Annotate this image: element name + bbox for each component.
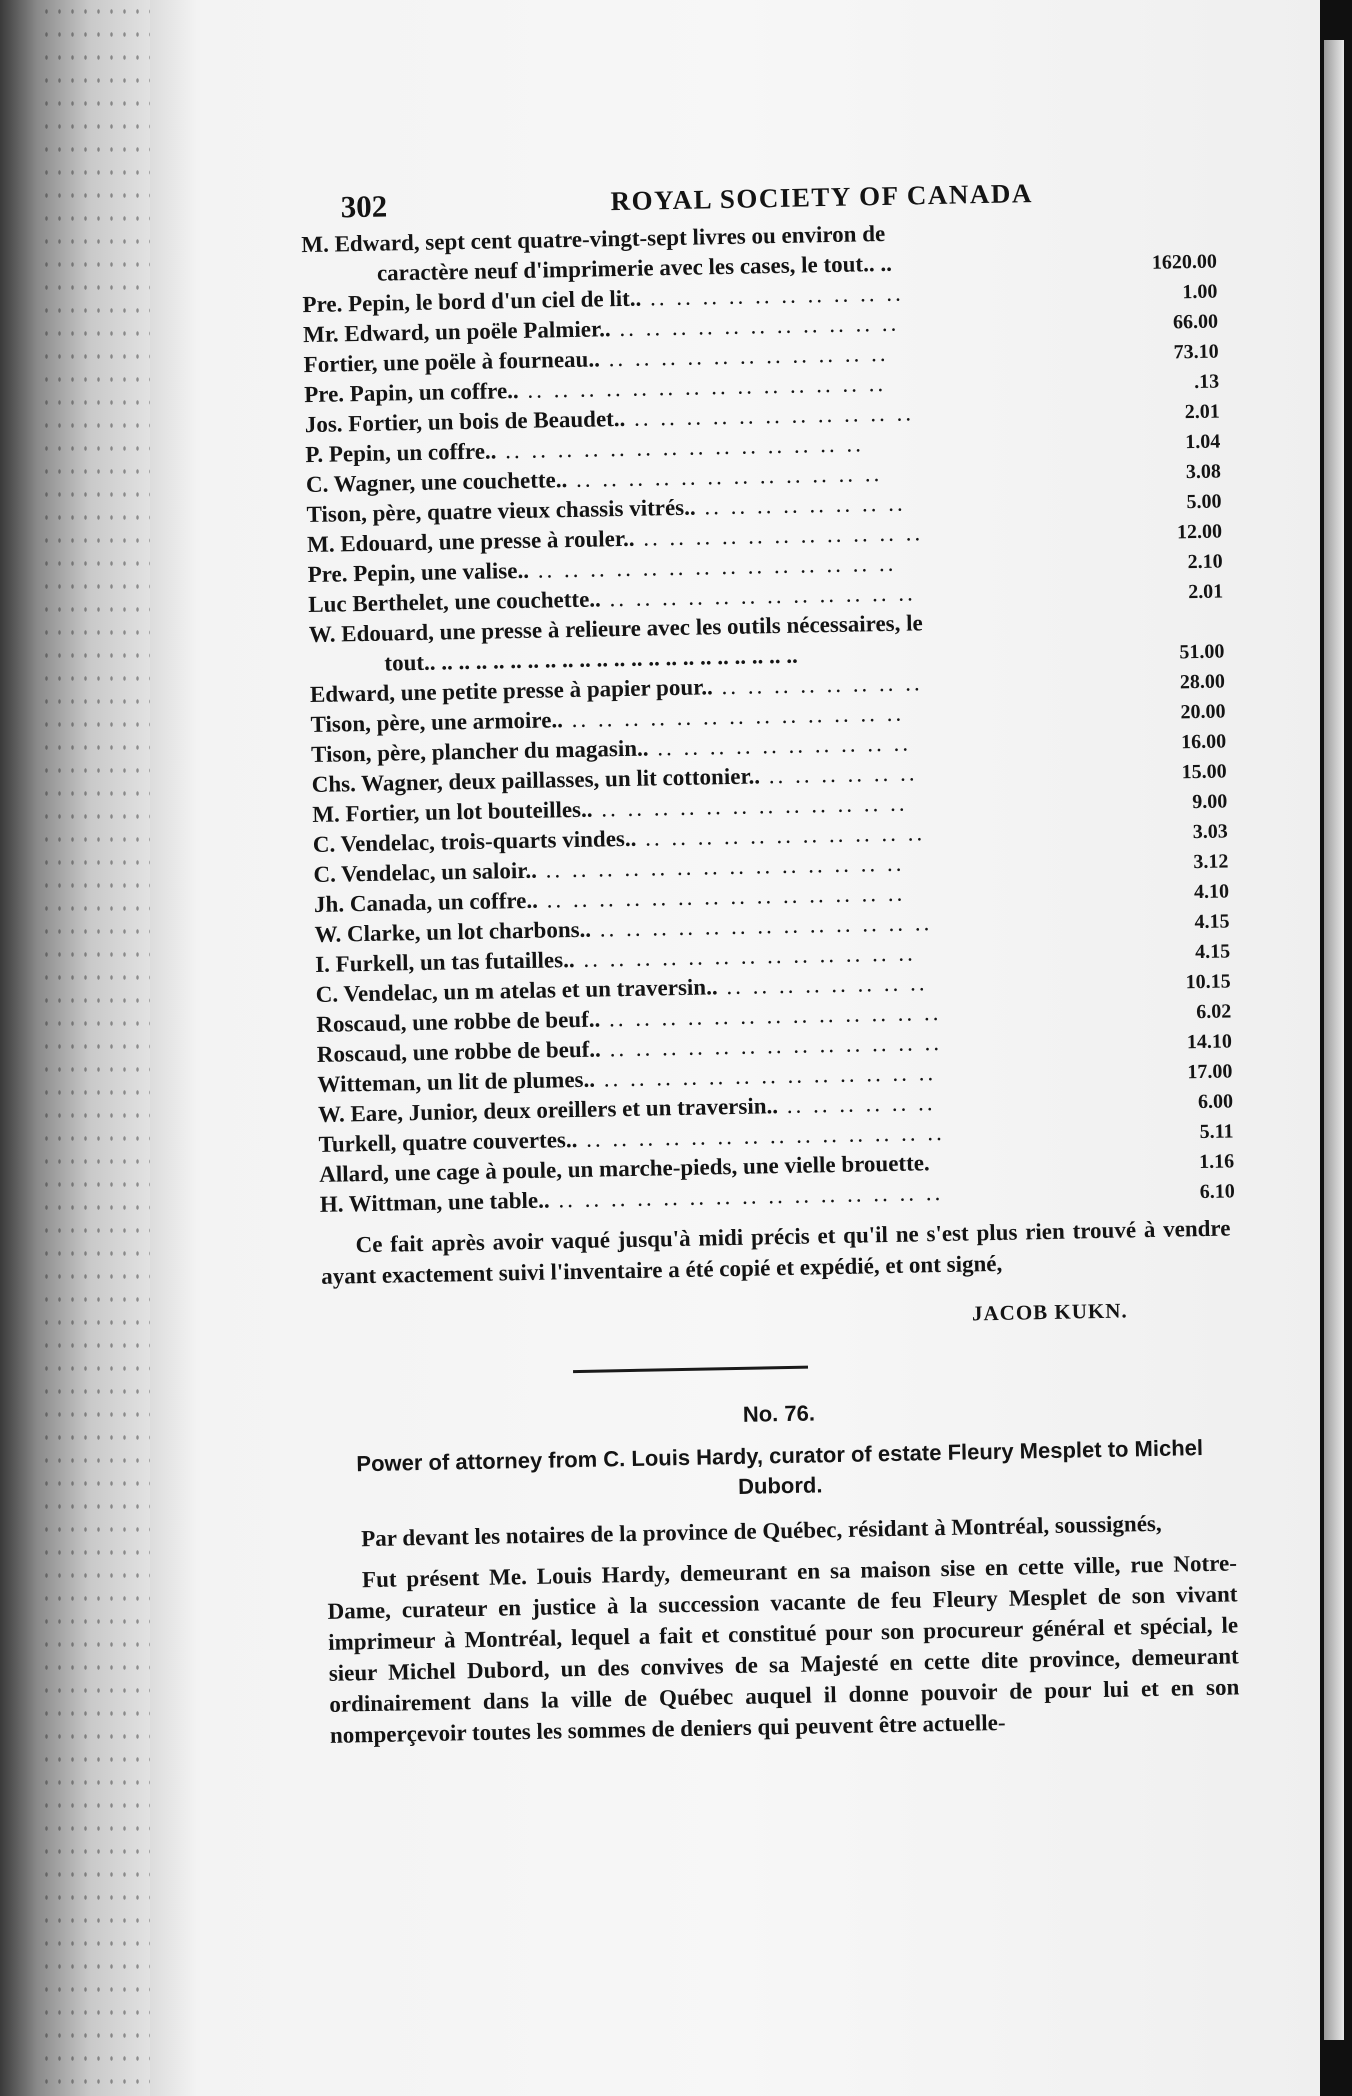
page-number: 302 bbox=[340, 188, 388, 225]
dot-leader: .. .. .. .. .. .. .. .. .. .. .. .. .. bbox=[600, 1029, 943, 1062]
inventory-item-label: C. Vendelac, un saloir.. bbox=[313, 857, 538, 887]
closing-paragraph: Ce fait après avoir vaqué jusqu'à midi précis et qu'il ne s'est plus rien trouvé à vendre ayant exactement suivi l'inventaire a été copié et expédié, et ont signé, bbox=[320, 1215, 1231, 1289]
section-divider bbox=[573, 1366, 808, 1374]
dot-leader: .. .. .. .. .. .. .. .. .. .. .. .. .. bbox=[574, 940, 916, 972]
dot-leader: .. .. .. .. .. .. .. .. .. .. .. .. bbox=[600, 580, 916, 612]
inventory-amount: 51.00 bbox=[1179, 640, 1225, 664]
body-paragraph-1: Par devant les notaires de la province de Québec, résidant à Montréal, soussignés, bbox=[360, 1510, 1162, 1552]
inventory-amount: 1620.00 bbox=[1151, 250, 1218, 274]
inventory-item-label: Jos. Fortier, un bois de Beaudet.. bbox=[304, 405, 626, 438]
inventory-item-continuation: caractère neuf d'imprimerie avec les cases, le tout.. .. bbox=[376, 250, 893, 286]
inventory-item-label: Pre. Pepin, une valise.. bbox=[307, 557, 530, 588]
inventory-item-label: Mr. Edward, un poële Palmier.. bbox=[302, 316, 611, 348]
body-paragraph-2: Fut présent Me. Louis Hardy, demeurant en sa maison sise en cette ville, rue Notre-Dame, curateur en justice à la succession vacante de feu Fleury Mesplet de son vivant imprimeur à Montréal, lequel a fait et constitué pour son procureur général et spécial, le sieur Michel Dubord, un des convives de sa Majesté en cette dite province, demeurant ordinairement dans la ville de Québec auquel il donne pouvoir de pour lui et en son nomperçevoir toutes les sommes de deniers qui peuvent être actuelle- bbox=[327, 1550, 1240, 1748]
dot-leader: .. .. .. .. .. .. .. .. .. .. .. .. .. bbox=[562, 700, 905, 733]
inventory-list bbox=[151, 212, 1240, 1222]
inventory-item-label: Allard, une cage à poule, un marche-pieds, une vielle brouette. bbox=[318, 1150, 930, 1187]
inventory-amount: 6.00 bbox=[1197, 1090, 1234, 1114]
inventory-item-label: M. Fortier, un lot bouteilles.. bbox=[312, 796, 593, 827]
inventory-item-label: Turkell, quatre couvertes.. bbox=[318, 1126, 578, 1157]
inventory-amount: 4.15 bbox=[1194, 940, 1231, 964]
inventory-amount: 1.04 bbox=[1185, 430, 1221, 454]
inventory-amount: 2.10 bbox=[1187, 550, 1223, 574]
inventory-item-label: Roscaud, une robbe de beuf.. bbox=[316, 1036, 602, 1067]
inventory-item-label: P. Pepin, un coffre.. bbox=[305, 438, 497, 468]
inventory-amount: 66.00 bbox=[1172, 310, 1219, 334]
inventory-amount: 14.10 bbox=[1186, 1030, 1233, 1054]
dot-leader: .. .. .. .. .. .. .. .. .. .. .. bbox=[636, 820, 926, 851]
inventory-item-label: Fortier, une poële à fourneau.. bbox=[303, 346, 601, 378]
inventory-amount: 4.15 bbox=[1194, 910, 1230, 934]
dot-leader: .. .. .. .. .. .. .. .. .. .. .. bbox=[625, 400, 915, 431]
inventory-amount: 1.00 bbox=[1182, 280, 1218, 304]
dot-leader: .. .. .. .. .. .. .. .. .. .. .. .. .. bbox=[590, 910, 933, 942]
inventory-item-label: W. Edouard, une presse à relieure avec les outils nécessaires, le bbox=[308, 610, 923, 648]
document-number: No. 76. bbox=[742, 1400, 816, 1427]
spine-texture bbox=[40, 0, 150, 2096]
inventory-item-label: M. Edouard, une presse à rouler.. bbox=[306, 525, 635, 558]
inventory-amount: 12.00 bbox=[1176, 520, 1223, 544]
dot-leader: .. .. .. .. .. .. .. .. .. .. .. .. bbox=[566, 461, 883, 493]
dot-leader: .. .. .. .. .. .. .. .. .. .. .. .. bbox=[592, 790, 908, 822]
inventory-item-label: W. Clarke, un lot charbons.. bbox=[314, 916, 592, 947]
right-page-edge bbox=[1320, 0, 1352, 2096]
dot-leader: .. .. .. .. .. .. .. .. .. .. .. .. .. .. bbox=[536, 850, 905, 883]
inventory-item-label: I. Furkell, un tas futailles.. bbox=[314, 946, 575, 977]
dot-leader: .. .. .. .. .. .. .. .. .. .. .. .. .. .. .. bbox=[549, 1179, 944, 1213]
inventory-amount: 5.11 bbox=[1199, 1120, 1234, 1144]
inventory-item-label: M. Edward, sept cent quatre-vingt-sept livres ou environ de bbox=[301, 220, 886, 258]
dot-leader: .. .. .. .. .. .. .. .. .. .. .. .. .. bbox=[599, 999, 942, 1032]
page-content bbox=[150, 154, 1250, 1753]
inventory-amount: 15.00 bbox=[1181, 760, 1227, 784]
dot-leader: .. .. .. .. .. .. bbox=[777, 1090, 936, 1119]
inventory-item-label: Chs. Wagner, deux paillasses, un lit cottonier.. bbox=[311, 763, 761, 798]
inventory-item-label: Edward, une petite presse à papier pour.. bbox=[309, 674, 713, 708]
dot-leader: .. .. .. .. .. .. .. .. .. .. .. .. .. .. bbox=[528, 550, 897, 583]
signature: JACOB KUKN. bbox=[971, 1298, 1128, 1326]
dot-leader: .. .. .. .. .. .. .. .. bbox=[695, 490, 906, 520]
dot-leader: .. .. .. .. .. .. .. .. .. .. bbox=[648, 730, 912, 761]
document-title: Power of attorney from C. Louis Hardy, curator of estate Fleury Mesplet to Michel Dubord. bbox=[356, 1435, 1204, 1499]
inventory-amount: 6.02 bbox=[1196, 1000, 1232, 1024]
inventory-item-label: Pre. Papin, un coffre.. bbox=[304, 377, 519, 408]
inventory-item-label: C. Vendelac, trois-quarts vindes.. bbox=[312, 825, 637, 857]
inventory-amount: 2.01 bbox=[1187, 580, 1224, 604]
inventory-amount: 9.00 bbox=[1192, 790, 1228, 814]
dot-leader: .. .. .. .. .. .. .. .. .. .. .. .. .. .. bbox=[577, 1119, 946, 1152]
inventory-item-label: Roscaud, une robbe de beuf.. bbox=[316, 1006, 601, 1037]
inventory-amount: .13 bbox=[1193, 370, 1220, 393]
inventory-item-label: Tison, père, quatre vieux chassis vitrés.. bbox=[306, 494, 696, 528]
inventory-item-label: W. Eare, Junior, deux oreillers et un traversin.. bbox=[317, 1093, 779, 1127]
inventory-item-label: Jh. Canada, un coffre.. bbox=[313, 887, 539, 917]
inventory-item-label: Tison, père, une armoire.. bbox=[310, 707, 564, 738]
inventory-item-label: Luc Berthelet, une couchette.. bbox=[308, 586, 602, 618]
inventory-item-label: H. Wittman, une table.. bbox=[319, 1187, 550, 1217]
inventory-amount: 3.08 bbox=[1185, 460, 1222, 484]
dot-leader: .. .. .. .. .. .. .. .. .. .. .. bbox=[610, 310, 900, 342]
running-head: ROYAL SOCIETY OF CANADA bbox=[610, 178, 1034, 217]
inventory-amount: 16.00 bbox=[1180, 730, 1227, 754]
inventory-amount: 6.10 bbox=[1199, 1180, 1235, 1204]
inventory-amount: 1.16 bbox=[1198, 1150, 1235, 1174]
inventory-amount: 28.00 bbox=[1179, 670, 1226, 694]
dot-leader: .. .. .. .. .. .. .. .. .. .. .. bbox=[599, 340, 889, 372]
inventory-amount: 17.00 bbox=[1187, 1060, 1233, 1084]
dot-leader: .. .. .. .. .. .. .. .. .. .. .. .. .. .. bbox=[537, 880, 906, 913]
inventory-amount: 73.10 bbox=[1173, 340, 1219, 364]
inventory-amount: 4.10 bbox=[1193, 880, 1230, 904]
inventory-item-label: Pre. Pepin, le bord d'un ciel de lit.. bbox=[302, 285, 642, 318]
book-spine bbox=[0, 0, 150, 2096]
inventory-amount: 10.15 bbox=[1185, 970, 1231, 994]
inventory-amount: 3.03 bbox=[1192, 820, 1229, 844]
inventory-amount: 5.00 bbox=[1186, 490, 1222, 514]
inventory-amount: 3.12 bbox=[1193, 850, 1229, 874]
inventory-amount: 2.01 bbox=[1184, 400, 1220, 424]
inventory-item-label: Witteman, un lit de plumes.. bbox=[317, 1066, 596, 1097]
inventory-amount: 20.00 bbox=[1180, 700, 1226, 724]
inventory-item-label: Tison, père, plancher du magasin.. bbox=[310, 735, 649, 768]
dot-leader: .. .. .. .. .. .. .. .. bbox=[717, 970, 928, 1000]
dot-leader: .. .. .. .. .. .. .. .. bbox=[712, 670, 923, 700]
dot-leader: .. .. .. .. .. .. bbox=[759, 760, 918, 789]
dot-leader: .. .. .. .. .. .. .. .. .. .. .. bbox=[634, 520, 924, 551]
inventory-item-label: C. Vendelac, un m atelas et un traversin.. bbox=[315, 974, 718, 1007]
dot-leader: .. .. .. .. .. .. .. .. .. .. .. .. .. .. bbox=[496, 431, 865, 464]
next-page-sliver bbox=[1324, 40, 1344, 2040]
inventory-item-continuation: tout.. .. .. .. .. .. .. .. .. .. .. .. .. .. .. .. .. .. .. .. .. .. bbox=[384, 642, 798, 676]
dot-leader: .. .. .. .. .. .. .. .. .. .. .. .. .. .. bbox=[518, 370, 887, 403]
dot-leader: .. .. .. .. .. .. .. .. .. .. bbox=[641, 280, 904, 311]
dot-leader: .. .. .. .. .. .. .. .. .. .. .. .. .. bbox=[594, 1060, 937, 1092]
inventory-item-label: C. Wagner, une couchette.. bbox=[305, 467, 568, 498]
